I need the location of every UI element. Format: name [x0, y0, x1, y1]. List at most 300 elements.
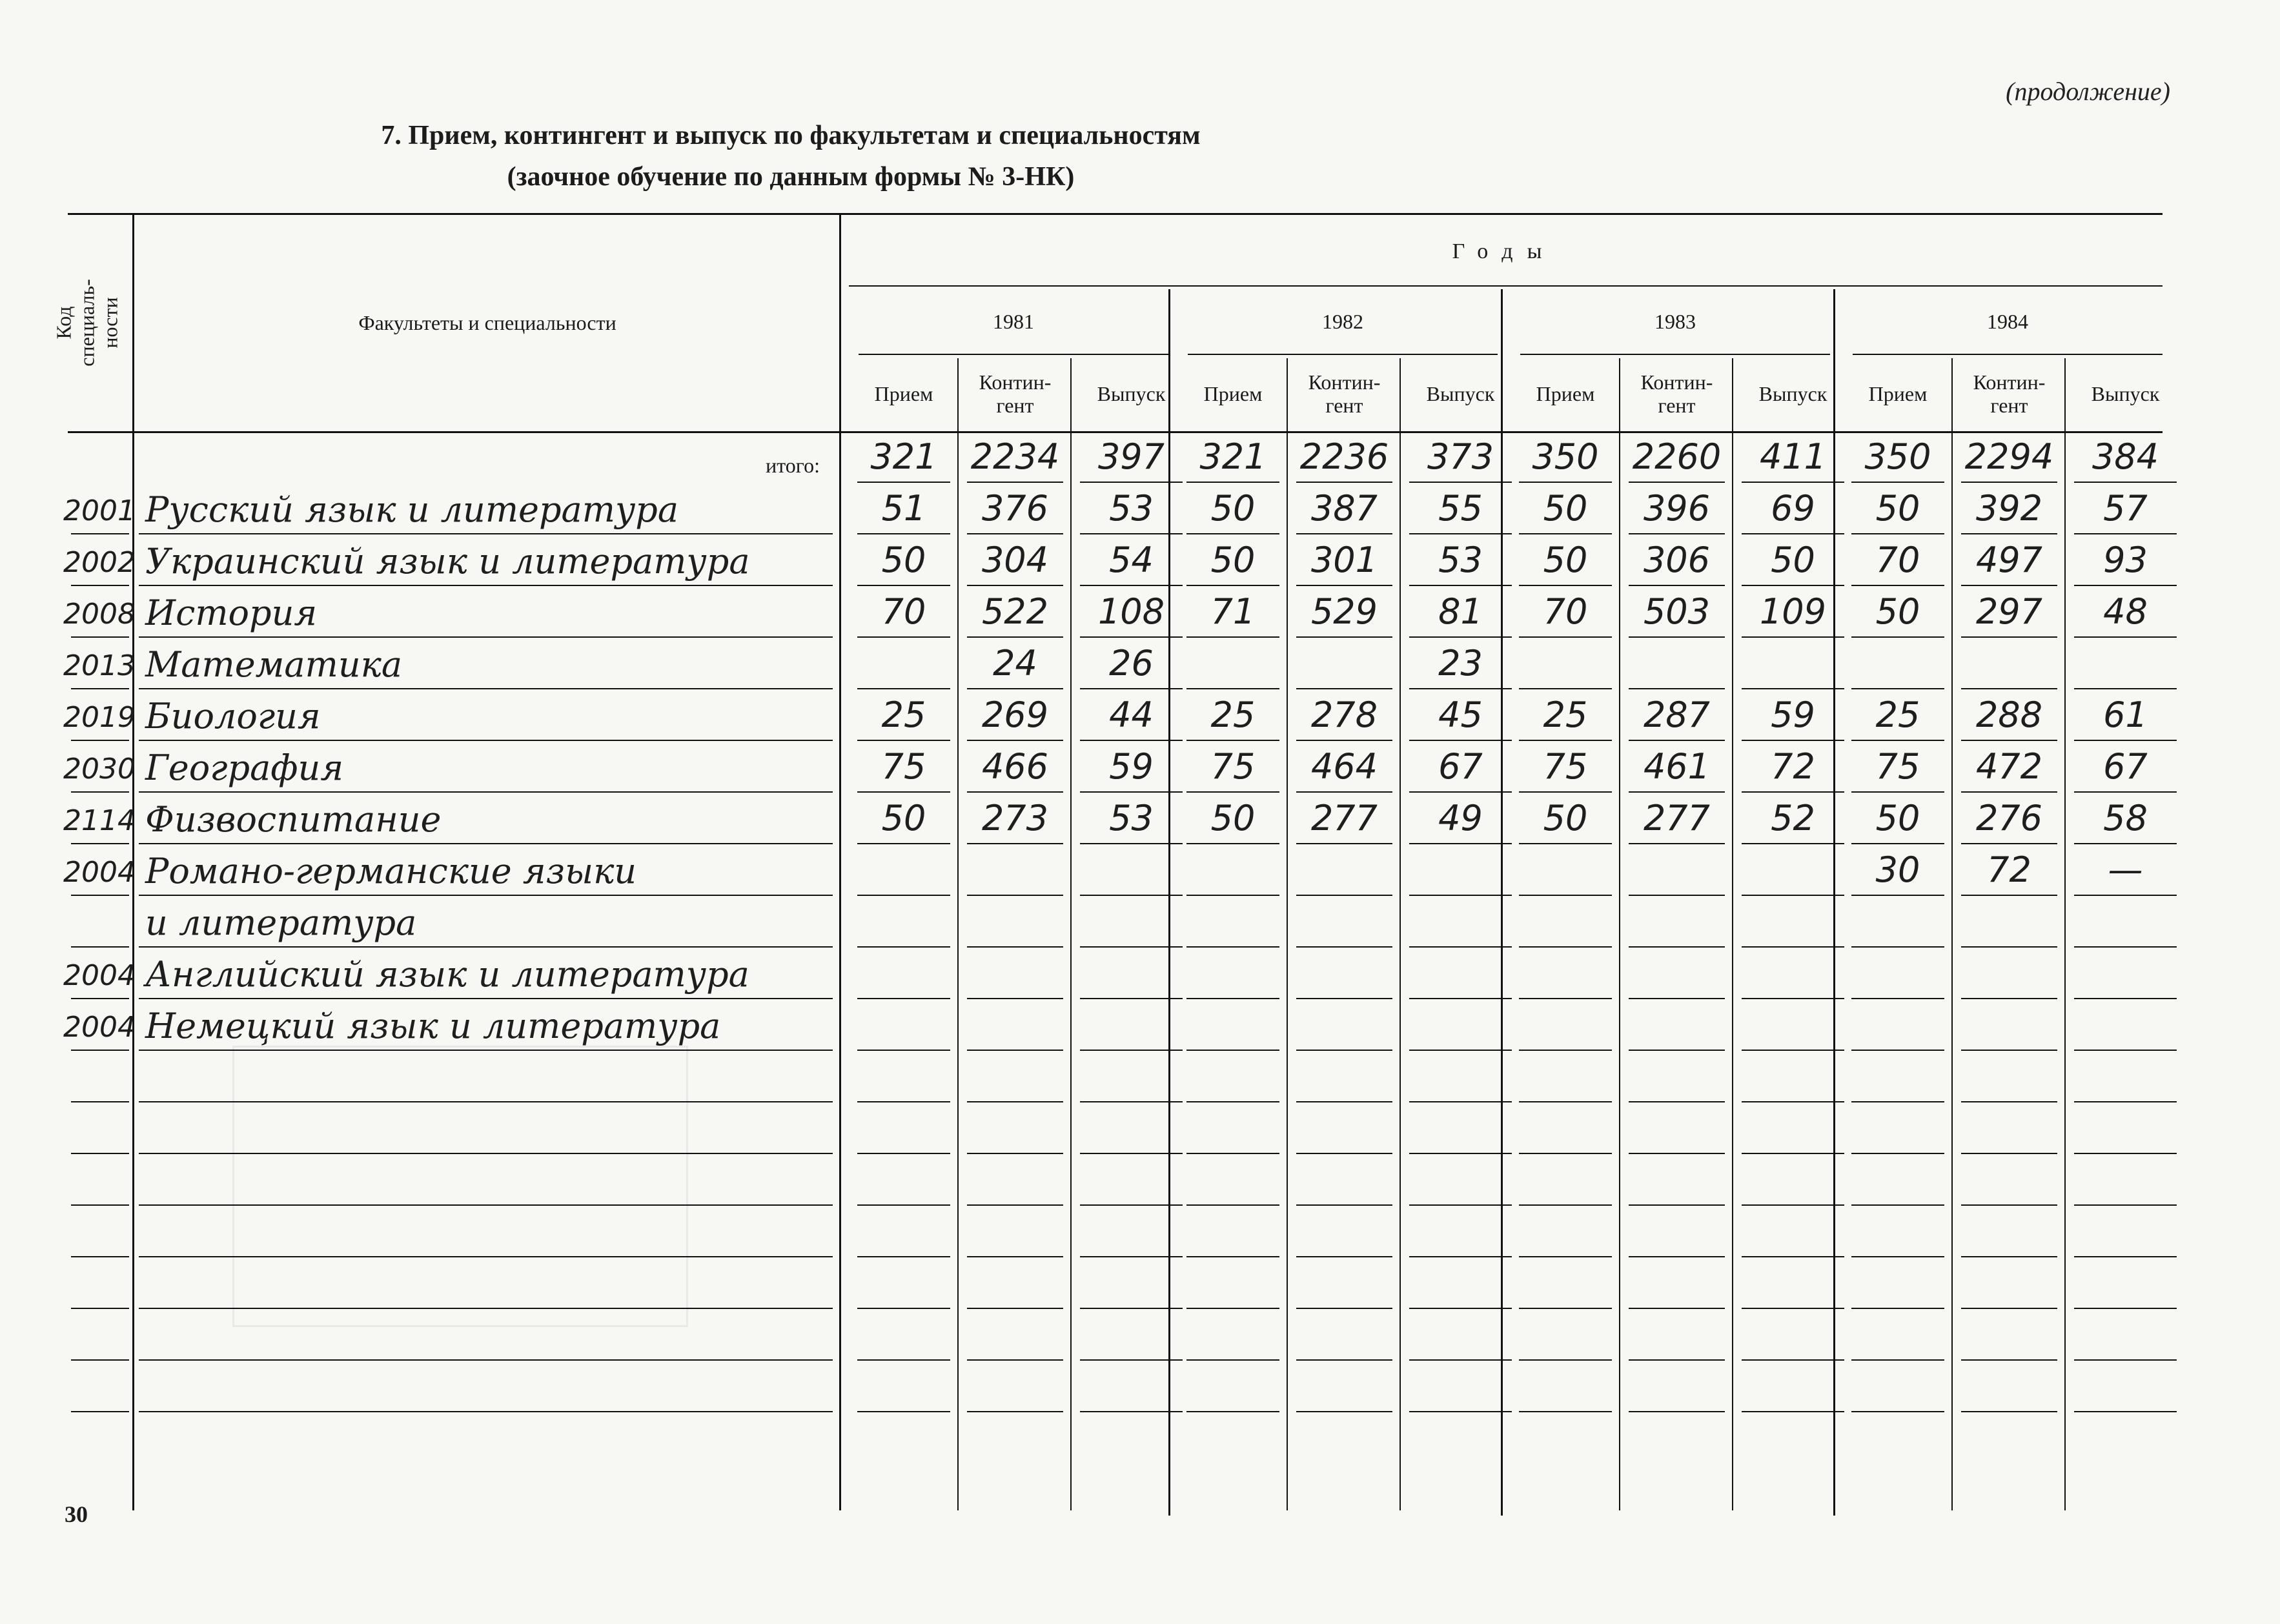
- specialty-row-value: [1736, 644, 1849, 683]
- specialty-row-value: 24: [993, 643, 1037, 684]
- cell-underline: [1080, 740, 1183, 741]
- year-subrule: [859, 354, 1168, 355]
- cell-underline: [1519, 585, 1612, 586]
- cell-underline: [1409, 688, 1512, 689]
- total-row-value: 321: [870, 436, 937, 477]
- cell-underline: [1629, 740, 1725, 741]
- specialty-row-value: 52: [1771, 798, 1815, 838]
- specialty-row-value: 25: [1543, 695, 1588, 735]
- specialty-row-value: 51: [881, 488, 926, 529]
- specialty-row-value: 93: [2103, 540, 2148, 580]
- cell-underline: [2074, 998, 2177, 999]
- cell-underline: [1519, 791, 1612, 793]
- cell-underline: [2074, 585, 2177, 586]
- cell-underline: [1186, 895, 1279, 896]
- cell-underline: [1961, 740, 2057, 741]
- specialty-code: 2004: [63, 959, 136, 992]
- subcolumn-divider: [1951, 358, 1953, 1510]
- name-underline: [139, 636, 833, 638]
- specialty-code: 2004: [63, 1011, 136, 1044]
- empty-row-rule: [1296, 1308, 1392, 1309]
- specialty-row-value: 109: [1759, 591, 1827, 632]
- total-label: итого:: [766, 454, 820, 477]
- cell-underline: [1519, 946, 1612, 948]
- subcolumn-divider: [1287, 358, 1288, 1510]
- empty-row-rule: [1851, 1308, 1944, 1309]
- cell-underline: [1409, 740, 1512, 741]
- cell-underline: [857, 1050, 950, 1051]
- code-underline: [71, 740, 129, 741]
- empty-row-rule: [1851, 1204, 1944, 1206]
- specialty-row-value: [1404, 851, 1517, 889]
- cell-underline: [1961, 998, 2057, 999]
- subcolumn-header: Выпуск: [1758, 382, 1827, 405]
- empty-row-rule: [1961, 1256, 2057, 1257]
- empty-row-rule: [967, 1308, 1063, 1309]
- specialty-row-value: [1846, 902, 1949, 941]
- cell-underline: [1409, 791, 1512, 793]
- empty-row-rule: [1519, 1153, 1612, 1154]
- empty-row-rule: [1742, 1204, 1844, 1206]
- cell-underline: [1742, 791, 1844, 793]
- code-underline: [71, 1050, 129, 1051]
- empty-row-rule: [1186, 1101, 1279, 1102]
- specialty-row-value: 529: [1310, 591, 1378, 632]
- cell-underline: [967, 533, 1063, 534]
- empty-row-rule: [139, 1204, 833, 1206]
- code-underline: [71, 585, 129, 586]
- specialty-name: Математика: [145, 644, 403, 685]
- specialty-row-value: 287: [1643, 695, 1711, 735]
- specialty-row-value: 464: [1310, 746, 1378, 787]
- code-underline: [71, 791, 129, 793]
- page-number: 30: [65, 1501, 88, 1527]
- specialty-row-value: [1956, 954, 2062, 993]
- cell-underline: [857, 895, 950, 896]
- code-underline: [71, 636, 129, 638]
- specialty-row-value: [1075, 851, 1188, 889]
- specialty-code: 2114: [63, 804, 136, 837]
- specialty-row-value: 57: [2103, 488, 2148, 529]
- specialty-code: 2019: [63, 701, 136, 734]
- empty-row-rule: [1409, 1359, 1512, 1361]
- empty-row-rule: [1186, 1204, 1279, 1206]
- specialty-row-value: 50: [1875, 488, 1920, 529]
- cell-underline: [857, 533, 950, 534]
- total-row-value: 350: [1864, 436, 1931, 477]
- cell-underline: [1629, 1050, 1725, 1051]
- specialty-row-value: 387: [1310, 488, 1378, 529]
- empty-row-rule: [1742, 1153, 1844, 1154]
- empty-row-rule: [967, 1204, 1063, 1206]
- specialty-row-value: 306: [1643, 540, 1711, 580]
- specialty-row-value: 30: [1875, 849, 1920, 890]
- specialty-code: 2013: [63, 649, 136, 682]
- empty-row-rule: [2074, 1204, 2177, 1206]
- faculties-column-header: Факультеты и специальности: [358, 311, 616, 334]
- cell-underline: [967, 636, 1063, 638]
- name-underline: [139, 1050, 833, 1051]
- empty-row-rule: [1961, 1204, 2057, 1206]
- specialty-row-value: 70: [1875, 540, 1920, 580]
- specialty-row-value: 50: [1875, 798, 1920, 838]
- subcolumn-header: Прием: [1868, 382, 1928, 405]
- cell-underline: [967, 1050, 1063, 1051]
- subcolumn-header: Выпуск: [2091, 382, 2160, 405]
- specialty-row-value: [2069, 644, 2182, 683]
- empty-row-rule: [1296, 1256, 1392, 1257]
- cell-underline: [2074, 843, 2177, 844]
- cell-underline: [1409, 482, 1512, 483]
- empty-row-rule: [1080, 1359, 1183, 1361]
- specialty-row-value: [1291, 851, 1398, 889]
- cell-underline: [1629, 998, 1725, 999]
- empty-row-rule: [1629, 1308, 1725, 1309]
- cell-underline: [1851, 791, 1944, 793]
- subcolumn-header: Контин- гент: [979, 370, 1052, 417]
- specialty-row-value: 69: [1771, 488, 1815, 529]
- specialty-row-value: [1181, 902, 1285, 941]
- specialty-row-value: 297: [1975, 591, 2043, 632]
- empty-row-rule: [1629, 1153, 1725, 1154]
- total-row-value: 373: [1427, 436, 1494, 477]
- cell-underline: [1519, 843, 1612, 844]
- empty-row-rule: [1080, 1153, 1183, 1154]
- cell-underline: [1851, 843, 1944, 844]
- name-underline: [139, 740, 833, 741]
- specialty-row-value: [1291, 1006, 1398, 1044]
- specialty-row-value: [1514, 1006, 1617, 1044]
- table-title: [0, 115, 1582, 198]
- empty-row-rule: [71, 1204, 129, 1206]
- cell-underline: [1186, 482, 1279, 483]
- empty-row-rule: [2074, 1411, 2177, 1412]
- cell-underline: [1629, 791, 1725, 793]
- cell-underline: [1851, 688, 1944, 689]
- cell-underline: [1296, 895, 1392, 896]
- specialty-row-value: [962, 1006, 1068, 1044]
- specialty-row-value: 50: [1543, 540, 1588, 580]
- name-underline: [139, 688, 833, 689]
- cell-underline: [1296, 482, 1392, 483]
- name-underline: [139, 791, 833, 793]
- cell-underline: [967, 843, 1063, 844]
- specialty-row-value: 23: [1438, 643, 1483, 684]
- cell-underline: [1742, 946, 1844, 948]
- cell-underline: [1519, 688, 1612, 689]
- specialty-row-value: [1736, 954, 1849, 993]
- specialty-row-value: [962, 902, 1068, 941]
- years-rule: [849, 285, 2163, 287]
- specialty-row-value: 278: [1310, 695, 1378, 735]
- specialty-name: и литература: [145, 902, 417, 943]
- data-columns-divider: [839, 213, 841, 1510]
- empty-row-rule: [1851, 1411, 1944, 1412]
- total-row-value: 2260: [1632, 436, 1722, 477]
- empty-row-rule: [1519, 1256, 1612, 1257]
- specialty-row-value: [1736, 851, 1849, 889]
- total-row-value: 321: [1199, 436, 1267, 477]
- cell-underline: [1296, 998, 1392, 999]
- cell-underline: [967, 585, 1063, 586]
- code-underline: [71, 946, 129, 948]
- cell-underline: [1961, 895, 2057, 896]
- subcolumn-header: Прием: [1203, 382, 1263, 405]
- empty-row-rule: [1080, 1101, 1183, 1102]
- cell-underline: [857, 688, 950, 689]
- specialty-row-value: 497: [1975, 540, 2043, 580]
- cell-underline: [1742, 740, 1844, 741]
- specialty-code: 2004: [63, 856, 136, 889]
- cell-underline: [1961, 843, 2057, 844]
- code-underline: [71, 895, 129, 896]
- empty-row-rule: [1961, 1308, 2057, 1309]
- cell-underline: [1742, 998, 1844, 999]
- cell-underline: [967, 482, 1063, 483]
- specialty-row-value: 466: [981, 746, 1049, 787]
- cell-underline: [1519, 1050, 1612, 1051]
- empty-row-rule: [71, 1256, 129, 1257]
- cell-underline: [1409, 636, 1512, 638]
- specialty-row-value: [2069, 902, 2182, 941]
- specialty-code: 2002: [63, 546, 136, 579]
- cell-underline: [1961, 585, 2057, 586]
- cell-underline: [1851, 946, 1944, 948]
- subcolumn-header: Выпуск: [1097, 382, 1166, 405]
- specialty-code: 2008: [63, 598, 136, 631]
- specialty-row-value: [1736, 1006, 1849, 1044]
- cell-underline: [1186, 688, 1279, 689]
- subcolumn-divider: [1070, 358, 1072, 1510]
- cell-underline: [1080, 1050, 1183, 1051]
- empty-row-rule: [1296, 1411, 1392, 1412]
- empty-row-rule: [857, 1256, 950, 1257]
- cell-underline: [2074, 533, 2177, 534]
- specialty-name: Английский язык и литература: [145, 954, 749, 995]
- specialty-row-value: [1846, 1006, 1949, 1044]
- specialty-row-value: 81: [1438, 591, 1483, 632]
- cell-underline: [1080, 895, 1183, 896]
- specialty-row-value: 75: [1875, 746, 1920, 787]
- cell-underline: [1961, 636, 2057, 638]
- empty-row-rule: [1409, 1308, 1512, 1309]
- specialty-row-value: [1846, 954, 1949, 993]
- specialty-name: Романо-германские языки: [145, 851, 637, 891]
- specialty-row-value: 75: [881, 746, 926, 787]
- specialty-row-value: 75: [1543, 746, 1588, 787]
- specialty-row-value: [852, 644, 955, 683]
- empty-row-rule: [1409, 1153, 1512, 1154]
- empty-row-rule: [1296, 1359, 1392, 1361]
- cell-underline: [1186, 585, 1279, 586]
- cell-underline: [2074, 946, 2177, 948]
- cell-underline: [1409, 1050, 1512, 1051]
- empty-row-rule: [1742, 1101, 1844, 1102]
- cell-underline: [1296, 946, 1392, 948]
- empty-row-rule: [1080, 1411, 1183, 1412]
- specialty-row-value: 304: [981, 540, 1049, 580]
- empty-row-rule: [1080, 1256, 1183, 1257]
- specialty-row-value: 25: [1875, 695, 1920, 735]
- empty-row-rule: [1629, 1256, 1725, 1257]
- cell-underline: [1186, 946, 1279, 948]
- name-underline: [139, 998, 833, 999]
- cell-underline: [1742, 482, 1844, 483]
- year-header-1981: 1981: [993, 309, 1034, 333]
- cell-underline: [2074, 1050, 2177, 1051]
- subcolumn-divider: [1619, 358, 1620, 1510]
- code-underline: [71, 688, 129, 689]
- specialty-row-value: [1956, 902, 2062, 941]
- cell-underline: [1519, 998, 1612, 999]
- specialty-row-value: [1736, 902, 1849, 941]
- title-line-2: (заочное обучение по данным формы № 3-НК): [507, 162, 1075, 192]
- year-subrule: [1520, 354, 1830, 355]
- subcolumn-divider: [1732, 358, 1733, 1510]
- subcolumn-header: Прием: [874, 382, 933, 405]
- empty-row-rule: [139, 1153, 833, 1154]
- cell-underline: [1409, 946, 1512, 948]
- cell-underline: [1629, 946, 1725, 948]
- year-header-1982: 1982: [1322, 309, 1363, 333]
- empty-row-rule: [967, 1411, 1063, 1412]
- cell-underline: [1519, 482, 1612, 483]
- cell-underline: [1080, 843, 1183, 844]
- empty-row-rule: [857, 1359, 950, 1361]
- specialty-row-value: [852, 902, 955, 941]
- empty-row-rule: [1742, 1308, 1844, 1309]
- cell-underline: [1961, 482, 2057, 483]
- specialty-row-value: 50: [881, 798, 926, 838]
- empty-row-rule: [1519, 1411, 1612, 1412]
- specialty-row-value: [1181, 1006, 1285, 1044]
- specialty-row-value: 396: [1643, 488, 1711, 529]
- specialty-row-value: 53: [1438, 540, 1483, 580]
- specialty-row-value: [1181, 644, 1285, 683]
- year-subrule: [1853, 354, 2163, 355]
- specialty-row-value: [852, 851, 955, 889]
- empty-row-rule: [1409, 1204, 1512, 1206]
- specialty-row-value: 277: [1643, 798, 1711, 838]
- specialty-row-value: 25: [1210, 695, 1256, 735]
- years-header: Годы: [1452, 239, 1556, 263]
- subcolumn-divider: [2064, 358, 2066, 1510]
- specialty-row-value: [1404, 1006, 1517, 1044]
- cell-underline: [857, 998, 950, 999]
- cell-underline: [1296, 585, 1392, 586]
- empty-row-rule: [139, 1359, 833, 1361]
- code-column-header: Код специаль- ности: [52, 279, 123, 367]
- empty-row-rule: [857, 1101, 950, 1102]
- specialty-row-value: 58: [2103, 798, 2148, 838]
- specialty-name: География: [145, 747, 344, 788]
- specialty-row-value: 50: [1543, 488, 1588, 529]
- cell-underline: [1409, 533, 1512, 534]
- specialty-name: Биология: [145, 696, 321, 736]
- specialty-row-value: 472: [1975, 746, 2043, 787]
- specialty-row-value: 376: [981, 488, 1049, 529]
- subcolumn-divider: [1400, 358, 1401, 1510]
- table-top-rule: [68, 213, 2163, 215]
- empty-row-rule: [2074, 1308, 2177, 1309]
- year-header-1983: 1983: [1654, 309, 1696, 333]
- empty-row-rule: [1186, 1153, 1279, 1154]
- cell-underline: [1409, 843, 1512, 844]
- specialty-row-value: [1514, 644, 1617, 683]
- empty-row-rule: [857, 1411, 950, 1412]
- cell-underline: [1851, 740, 1944, 741]
- empty-row-rule: [139, 1101, 833, 1102]
- cell-underline: [857, 585, 950, 586]
- empty-row-rule: [967, 1101, 1063, 1102]
- specialty-row-value: 50: [1210, 488, 1256, 529]
- specialty-row-value: 461: [1643, 746, 1711, 787]
- empty-row-rule: [1629, 1101, 1725, 1102]
- total-row-value: 397: [1097, 436, 1165, 477]
- specialty-row-value: 53: [1109, 488, 1154, 529]
- header-bottom-rule: [68, 431, 2163, 433]
- empty-row-rule: [1080, 1204, 1183, 1206]
- empty-row-rule: [1742, 1256, 1844, 1257]
- cell-underline: [967, 791, 1063, 793]
- empty-row-rule: [1629, 1204, 1725, 1206]
- cell-underline: [1851, 998, 1944, 999]
- cell-underline: [1961, 791, 2057, 793]
- specialty-row-value: 301: [1310, 540, 1378, 580]
- cell-underline: [1186, 740, 1279, 741]
- empty-row-rule: [1742, 1359, 1844, 1361]
- specialty-name: Физвоспитание: [145, 799, 442, 840]
- empty-row-rule: [2074, 1153, 2177, 1154]
- empty-row-rule: [2074, 1256, 2177, 1257]
- cell-underline: [1186, 636, 1279, 638]
- specialty-row-value: [852, 1006, 955, 1044]
- empty-row-rule: [857, 1153, 950, 1154]
- cell-underline: [1296, 740, 1392, 741]
- cell-underline: [1186, 791, 1279, 793]
- cell-underline: [1409, 895, 1512, 896]
- cell-underline: [1296, 533, 1392, 534]
- cell-underline: [1519, 636, 1612, 638]
- empty-row-rule: [1519, 1204, 1612, 1206]
- empty-row-rule: [1961, 1411, 2057, 1412]
- cell-underline: [1296, 843, 1392, 844]
- specialty-name: Русский язык и литература: [145, 489, 679, 530]
- subcolumn-header: Контин- гент: [1308, 370, 1381, 417]
- specialty-row-value: [1623, 954, 1730, 993]
- specialty-row-value: 75: [1210, 746, 1256, 787]
- empty-row-rule: [71, 1308, 129, 1309]
- empty-row-rule: [1519, 1359, 1612, 1361]
- empty-row-rule: [1961, 1153, 2057, 1154]
- cell-underline: [2074, 636, 2177, 638]
- empty-row-rule: [1851, 1153, 1944, 1154]
- specialty-row-value: 53: [1109, 798, 1154, 838]
- empty-row-rule: [1186, 1411, 1279, 1412]
- cell-underline: [967, 688, 1063, 689]
- cell-underline: [1080, 998, 1183, 999]
- cell-underline: [2074, 482, 2177, 483]
- specialty-code: 2001: [63, 494, 136, 527]
- cell-underline: [1186, 998, 1279, 999]
- specialty-row-value: [1181, 954, 1285, 993]
- cell-underline: [967, 895, 1063, 896]
- specialty-row-value: [1404, 902, 1517, 941]
- specialty-row-value: 67: [2103, 746, 2148, 787]
- cell-underline: [1851, 533, 1944, 534]
- specialty-row-value: 276: [1975, 798, 2043, 838]
- name-underline: [139, 843, 833, 844]
